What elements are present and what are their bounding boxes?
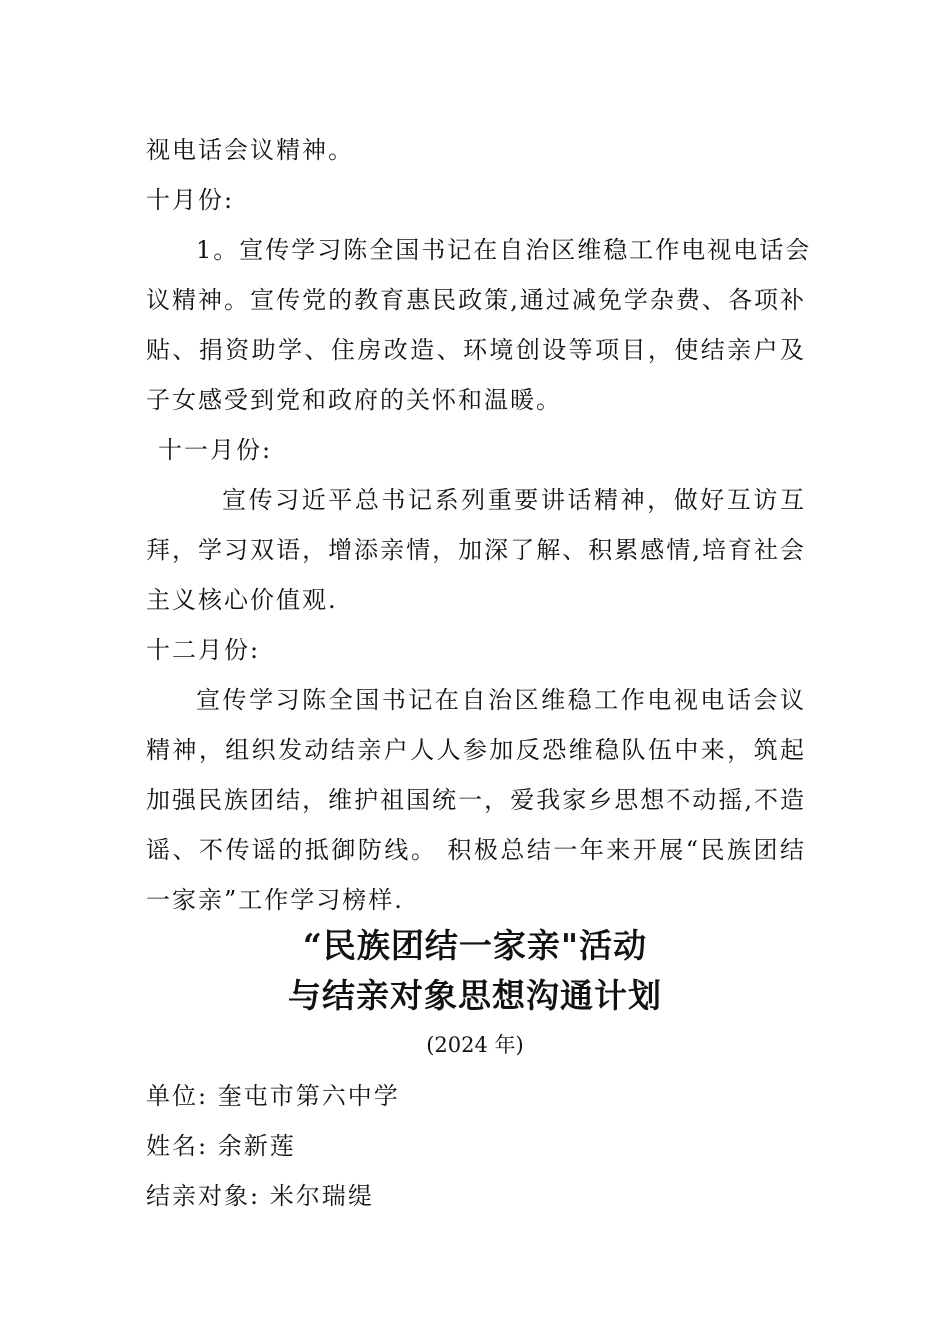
paragraph-line: 加强民族团结，维护祖国统一，爱我家乡思想不动摇,不造 [146,786,806,814]
paragraph-line: 主义核心价值观. [146,586,338,614]
paragraph-line: 一家亲”工作学习榜样. [146,886,404,914]
plan-title-line1: “民族团结一家亲"活动 [302,926,648,965]
paragraph-line: 视电话会议精神。 [146,136,354,164]
paragraph-line: 谣、不传谣的抵御防线。 积极总结一年来开展“民族团结 [146,836,806,864]
paragraph-line: 精神，组织发动结亲户人人参加反恐维稳队伍中来，筑起 [146,736,806,764]
paragraph-line: 拜，学习双语，增添亲情，加深了解、积累感情,培育社会 [146,536,806,564]
paragraph-line: 宣传习近平总书记系列重要讲话精神，做好互访互 [222,486,806,514]
paragraph-line: 议精神。宣传党的教育惠民政策,通过减免学杂费、各项补 [146,286,806,314]
paragraph-line: 1。宣传学习陈全国书记在自治区维稳工作电视电话会 [196,236,812,264]
section-heading-october: 十月份: [146,186,235,214]
paragraph-line: 子女感受到党和政府的关怀和温暖。 [146,386,562,414]
section-heading-december: 十二月份: [146,636,261,664]
plan-title-line2: 与结亲对象思想沟通计划 [288,976,662,1015]
unit-line: 单位: 奎屯市第六中学 [146,1082,400,1110]
plan-year: (2024 年) [426,1033,524,1057]
name-line: 姓名: 余新莲 [146,1132,296,1160]
partner-line: 结亲对象: 米尔瑞缇 [146,1182,374,1210]
paragraph-line: 贴、捐资助学、住房改造、环境创设等项目，使结亲户及 [146,336,806,364]
section-heading-november: 十一月份: [158,436,273,464]
paragraph-line: 宣传学习陈全国书记在自治区维稳工作电视电话会议 [196,686,806,714]
